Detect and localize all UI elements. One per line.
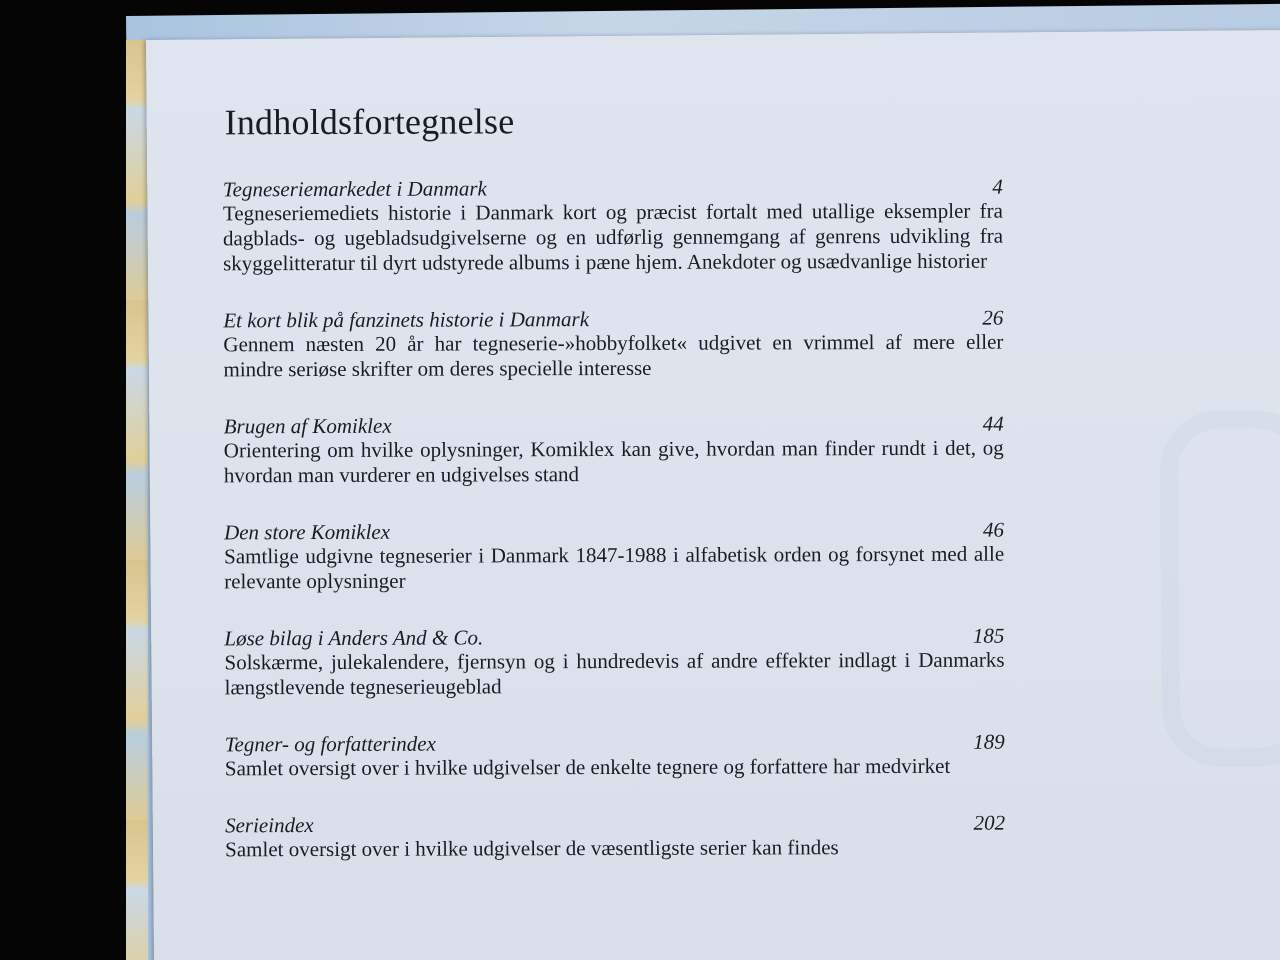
toc-entry-title: Brugen af Komiklex [223,413,392,439]
toc-entry-page: 26 [982,305,1004,330]
toc-entry-page: 46 [982,517,1005,542]
toc-entry-description: Gennem næsten 20 år har tegneserie-»hobbyfolket« udgivet en vrimmel af mere eller mindre seriøse skrifter om deres specielle interesse [223,329,1004,382]
toc-entry-description: Samlet oversigt over i hvilke udgivelser de væsentligste serier kan findes [225,835,839,862]
toc-entry [224,412,1004,489]
toc-entry-head [224,518,1004,545]
toc-entry-description: Samlet oversigt over i hvilke udgivelser de enkelte tegnere og forfattere har medvirket [224,753,951,781]
toc-entry-description: Orientering om hvilke oplysninger, Komiklex kan give, hvordan man finder rundt i det, og hvordan man vurderer en udgivelses stand [223,435,1004,488]
toc-entry [225,730,1005,782]
show-through-graphic [1159,410,1280,767]
toc-entry-page: 202 [973,810,1006,835]
toc-entry-head [225,811,1005,838]
toc-entry-page: 185 [972,623,1005,648]
toc-entry-description: Tegneseriemediets historie i Danmark kort og præcist fortalt med utallige eksempler fra dagblads- og ugebladsudgivelserne og en udførlig gennemgang af genrens udvikling fra skyggelitteratur til dyrt udstyrede albums i pæne hjem. Anekdoter og usædvanlige historier [222,198,1004,276]
cover-edge-strip [126,40,148,960]
book-page [146,30,1280,960]
toc-entry-description: Solskærme, julekalendere, fjernsyn og i hundredevis af andre effekter indlagt i Danmarks længstlevende tegneserieugeblad [224,647,1005,700]
toc-entry [224,624,1004,701]
toc-title: Indholdsfortegnelse [224,101,515,143]
toc-entry-title: Tegneseriemarkedet i Danmark [222,176,487,202]
toc-entry-title: Den store Komiklex [224,519,391,545]
toc-entry-head [224,624,1004,651]
toc-entry-page: 44 [982,411,1004,436]
toc-entry-title: Tegner- og forfatterindex [224,731,436,757]
toc-entry-head [225,730,1005,757]
toc-entry [224,518,1004,595]
toc-entry-title: Et kort blik på fanzinets historie i Danmark [223,307,590,333]
toc-entry-head [223,306,1003,333]
toc-entry-head [224,412,1004,439]
toc-entry-head [223,175,1003,202]
toc-entry [223,175,1003,277]
toc-entry [225,811,1005,863]
toc-entry-page: 4 [992,174,1003,199]
toc-content [223,99,1006,895]
toc-entry-title: Serieindex [225,813,314,838]
toc-entry-title: Løse bilag i Anders And & Co. [224,625,484,651]
toc-entry-page: 189 [973,729,1005,754]
toc-entry-description: Samtlige udgivne tegneserier i Danmark 1847-1988 i alfabetisk orden og forsynet med alle relevante oplysninger [224,541,1005,594]
toc-entry [223,306,1003,383]
